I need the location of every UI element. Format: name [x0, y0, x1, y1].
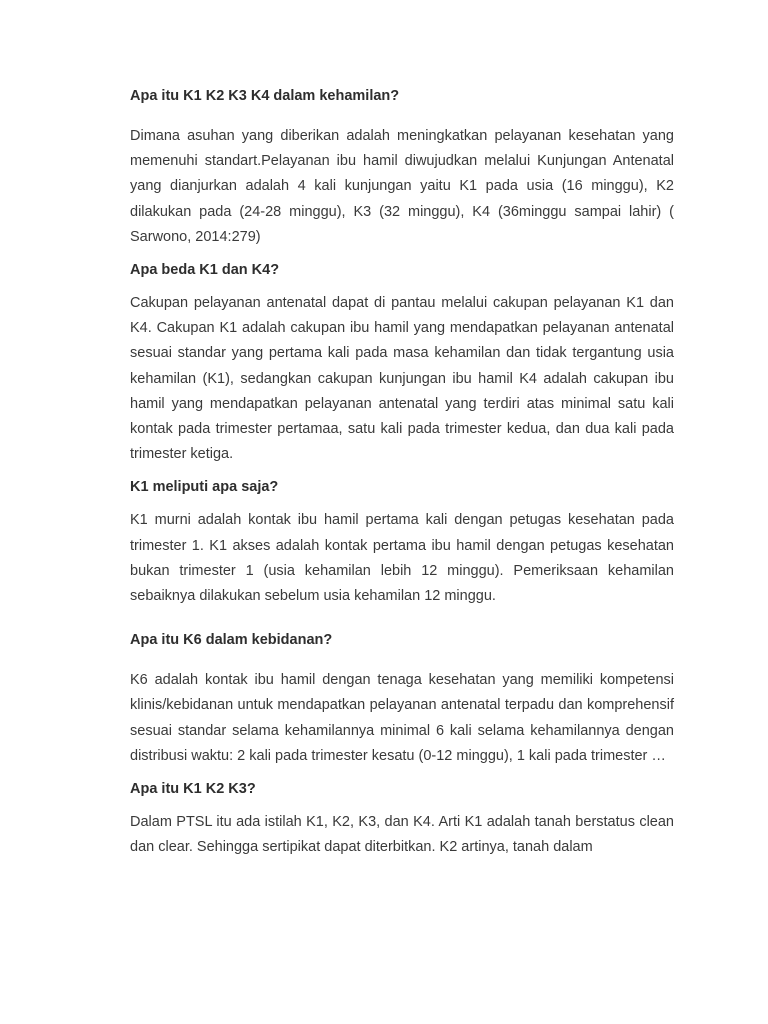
- answer-paragraph-1: Dimana asuhan yang diberikan adalah meningkatkan pelayanan kesehatan yang memenuhi standart.Pelayanan ibu hamil diwujudkan melalui Kunjungan Antenatal yang dianjurkan adalah 4 kali kunjungan yaitu K1 pada usia (16 minggu), K2 dilakukan pada (24-28 minggu), K3 (32 minggu), K4 (36minggu sampai lahir) ( Sarwono, 2014:279): [130, 128, 674, 245]
- answer-paragraph-4: K6 adalah kontak ibu hamil dengan tenaga kesehatan yang memiliki kompetensi klinis/kebidanan untuk mendapatkan pelayanan antenatal terpadu dan komprehensif sesuai standar selama kehamilannya minimal 6 kali selama kehamilannya dengan distribusi waktu: 2 kali pada trimester kesatu (0-12 minggu), 1 kali pada trimester …: [130, 672, 674, 764]
- question-heading-2: Apa beda K1 dan K4?: [130, 262, 280, 279]
- answer-paragraph-3: K1 murni adalah kontak ibu hamil pertama kali dengan petugas kesehatan pada trimester 1. K1 akses adalah kontak pertama ibu hamil dengan petugas kesehatan bukan trimester 1 (usia kehamilan lebih 12 minggu). Pemeriksaan kehamilan sebaiknya dilakukan sebelum usia kehamilan 12 minggu.: [130, 512, 674, 605]
- question-heading-5: Apa itu K1 K2 K3?: [130, 781, 256, 798]
- question-heading-1: Apa itu K1 K2 K3 K4 dalam kehamilan?: [130, 88, 400, 104]
- question-heading-4: Apa itu K6 dalam kebidanan?: [130, 632, 333, 649]
- question-heading-3: K1 meliputi apa saja?: [130, 479, 279, 496]
- document-page: [130, 86, 674, 860]
- answer-paragraph-2: Cakupan pelayanan antenatal dapat di pantau melalui cakupan pelayanan K1 dan K4. Cakupan K1 adalah cakupan ibu hamil yang mendapatkan pelayanan antenatal sesuai standar yang pertama kali pada masa kehamilan dan tidak tergantung usia kehamilan (K1), sedangkan cakupan kunjungan ibu hamil K4 adalah cakupan ibu hamil yang mendapatkan pelayanan antenatal yang terdiri atas minimal satu kali kontak pada trimester pertamaa, satu kali pada trimester kedua, dan dua kali pada trimester ketiga.: [130, 295, 674, 463]
- answer-paragraph-5: Dalam PTSL itu ada istilah K1, K2, K3, dan K4. Arti K1 adalah tanah berstatus clean dan clear. Sehingga sertipikat dapat diterbitkan. K2 artinya, tanah dalam: [130, 814, 674, 856]
